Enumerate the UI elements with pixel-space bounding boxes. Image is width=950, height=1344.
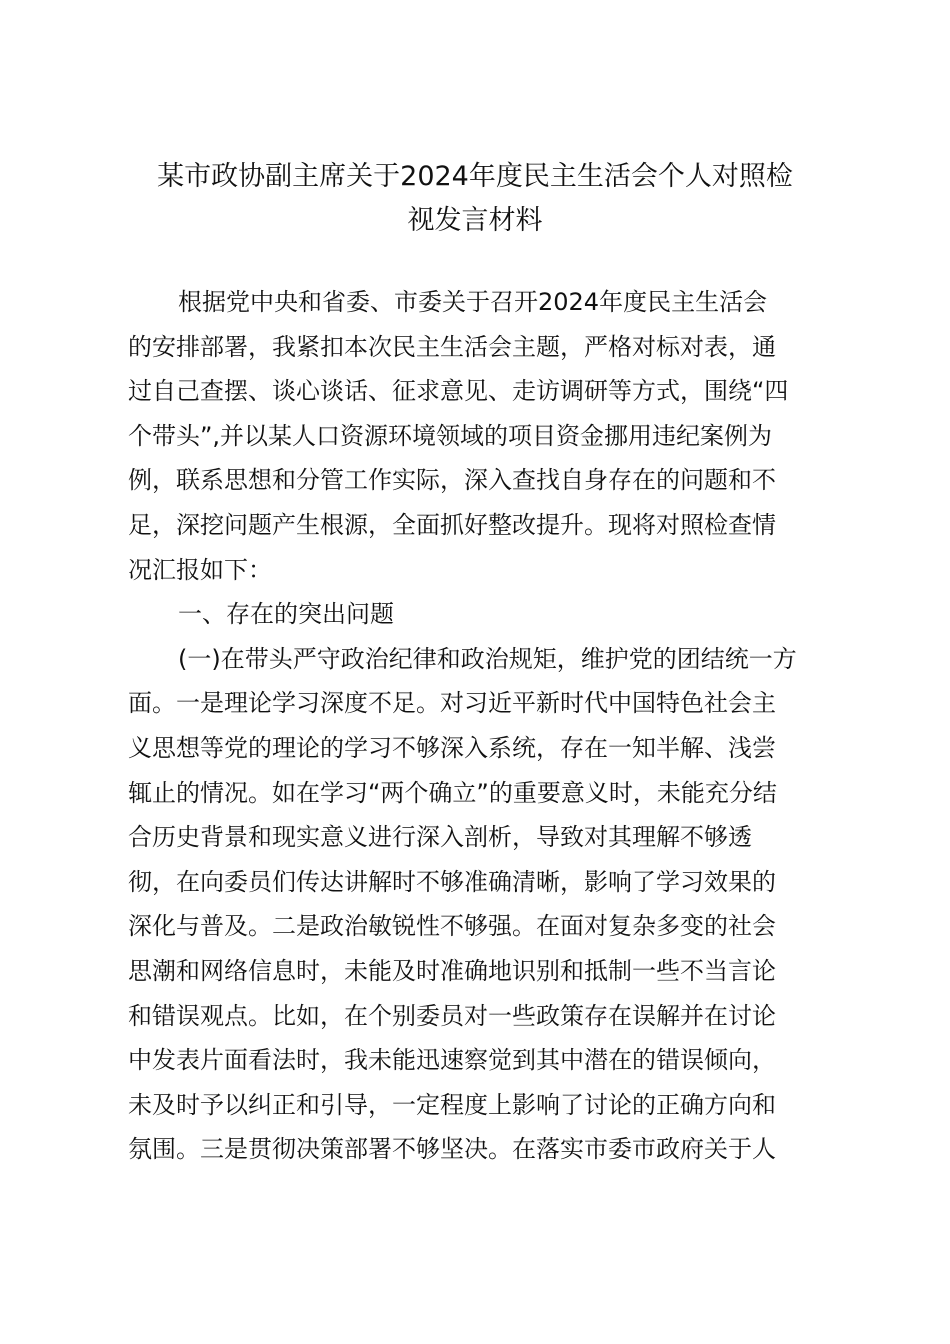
paragraph-line: 个带头”,并以某人口资源环境领域的项目资金挪用违纪案例为 bbox=[128, 421, 773, 450]
title-line-2: 视发言材料 bbox=[407, 205, 543, 236]
section-heading: 一、存在的突出问题 bbox=[178, 600, 394, 629]
paragraph-line: 合历史背景和现实意义进行深入剖析，导致对其理解不够透 bbox=[128, 823, 752, 852]
paragraph-line: 未及时予以纠正和引导，一定程度上影响了讨论的正确方向和 bbox=[128, 1090, 776, 1119]
paragraph-line: 和错误观点。比如，在个别委员对一些政策存在误解并在讨论 bbox=[128, 1001, 776, 1030]
paragraph-line: 的安排部署，我紧扣本次民主生活会主题，严格对标对表，通 bbox=[128, 332, 776, 361]
paragraph-line: 例，联系思想和分管工作实际，深入查找自身存在的问题和不 bbox=[128, 466, 776, 495]
paragraph-line: (一)在带头严守政治纪律和政治规矩，维护党的团结统一方 bbox=[178, 644, 797, 673]
paragraph-line: 义思想等党的理论的学习不够深入系统，存在一知半解、浅尝 bbox=[128, 733, 776, 762]
paragraph-line: 深化与普及。二是政治敏锐性不够强。在面对复杂多变的社会 bbox=[128, 912, 776, 941]
paragraph-line: 况汇报如下： bbox=[128, 555, 272, 584]
paragraph-line: 根据党中央和省委、市委关于召开2024年度民主生活会 bbox=[178, 288, 768, 316]
paragraph-line: 辄止的情况。如在学习“两个确立”的重要意义时，未能充分结 bbox=[128, 778, 777, 807]
paragraph-line: 氛围。三是贯彻决策部署不够坚决。在落实市委市政府关于人 bbox=[128, 1135, 776, 1164]
paragraph-line: 过自己查摆、谈心谈话、征求意见、走访调研等方式，围绕“四 bbox=[128, 377, 789, 406]
paragraph-line: 足，深挖问题产生根源，全面抓好整改提升。现将对照检查情 bbox=[128, 510, 776, 539]
title-line-1: 某市政协副主席关于2024年度民主生活会个人对照检 bbox=[157, 161, 793, 192]
paragraph-line: 彻，在向委员们传达讲解时不够准确清晰，影响了学习效果的 bbox=[128, 867, 776, 896]
paragraph-line: 中发表片面看法时，我未能迅速察觉到其中潜在的错误倾向， bbox=[128, 1046, 776, 1075]
paragraph-line: 思潮和网络信息时，未能及时准确地识别和抵制一些不当言论 bbox=[128, 956, 776, 985]
document-body bbox=[128, 280, 828, 1172]
paragraph-line: 面。一是理论学习深度不足。对习近平新时代中国特色社会主 bbox=[128, 689, 776, 718]
document-title bbox=[120, 155, 830, 243]
